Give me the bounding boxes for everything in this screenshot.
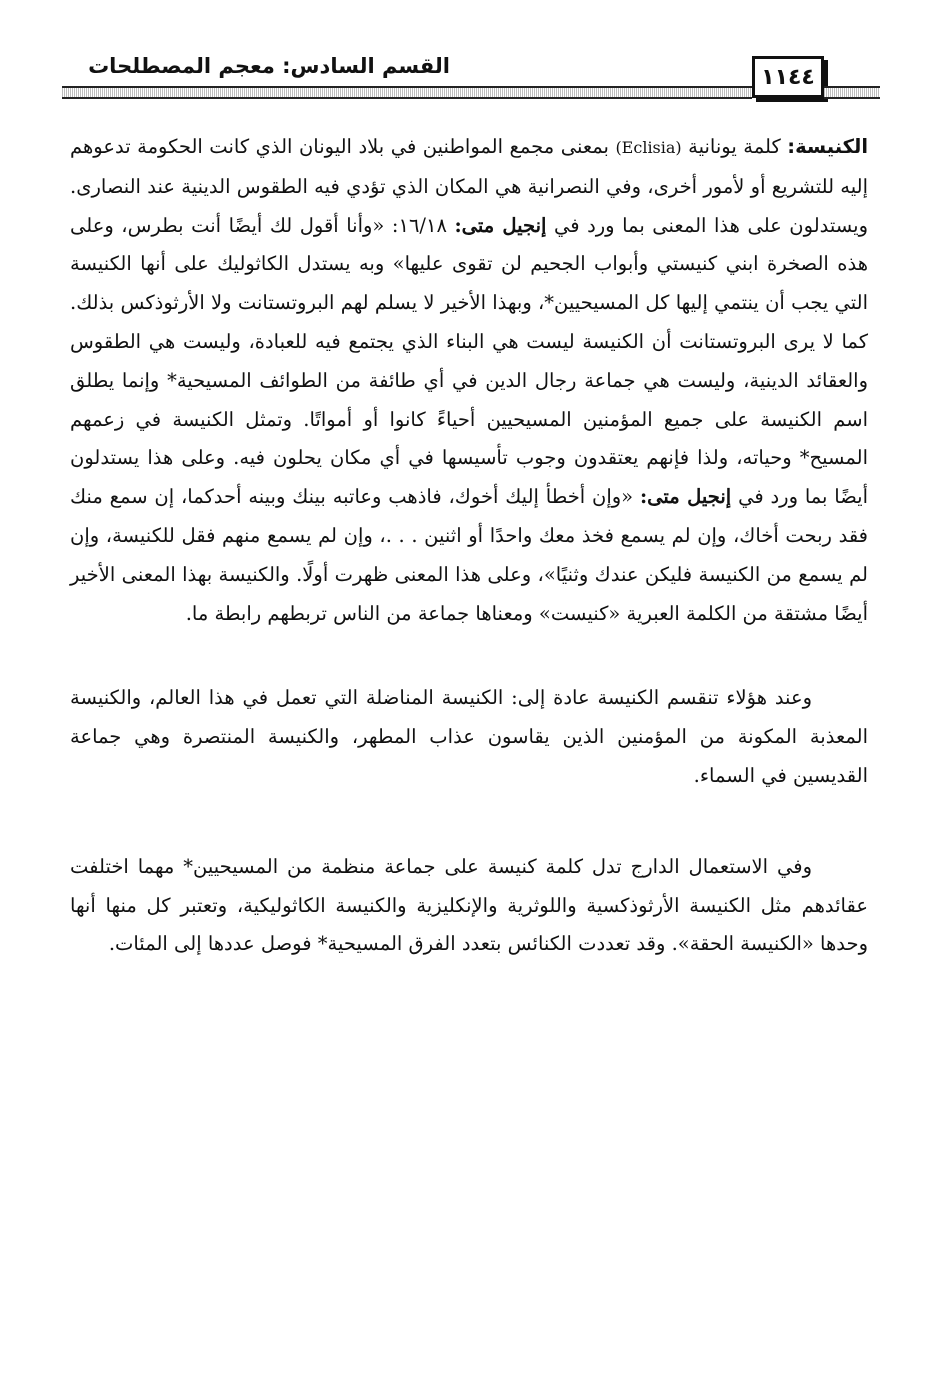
paragraph-church-definition	[70, 128, 868, 633]
paragraph-common-usage: وفي الاستعمال الدارج تدل كلمة كنيسة على جماعة منظمة من المسيحيين* مهما اختلفت عقائدهم مثل الكنيسة الأرثوذكسية واللوثرية والإنكليزية والكنيسة الكاثوليكية، وتعتبر كل منها أنها وحدها «الكنيسة الحقة». وقد تعددت الكنائس بتعدد الفرق المسيحية* فوصل عددها إلى المئات.	[70, 854, 868, 956]
text-run: ١٦/١٨: «وأنا أقول لك أيضًا أنت بطرس، وعلى هذه الصخرة ابني كنيستي وأبواب الجحيم لن تقوى عليها» وبه يستدل الكاثوليك على أنها الكنيسة التي يجب أن ينتمي إليها كل المسيحيين*، وبهذا الأخير لا يسلم لهم البروتستانت ولا الأرثوذكس بذلك. كما لا يرى البروتستانت أن الكنيسة ليست هي البناء الذي يجتمع فيه للعبادة، وليست هي الطقوس والعقائد الدينية، وليست هي جماعة رجال الدين في أي طائفة من الطوائف المسيحية* وإنما يطلق اسم الكنيسة على جميع المؤمنين المسيحيين أحياءً كانوا أو أمواتًا. وتمثل الكنيسة في زعمهم المسيح* وحياته، ولذا فإنهم يعتقدون وجوب تأسيسها في أي مكان يحلون فيه. وعلى هذا يستدلون أيضًا بما ورد في	[70, 213, 869, 509]
text-run: بمعنى مجمع المواطنين في بلاد اليونان الذي كانت الحكومة تدعوهم إليه للتشريع أو لأمور أخرى، وفي النصرانية هي المكان الذي تؤدي فيه الطقوس الدينية عند النصارى. ويستدلون على هذا المعنى بما ورد في	[70, 135, 869, 237]
body-text	[70, 128, 868, 964]
text-run: كلمة يونانية	[681, 135, 788, 158]
page-header	[62, 50, 880, 102]
latin-term: (Eclisia)	[615, 138, 682, 157]
paragraph-church-divisions: وعند هؤلاء تنقسم الكنيسة عادة إلى: الكنيسة المناضلة التي تعمل في هذا العالم، والكنيسة المعذبة المكونة من المؤمنين الذين يقاسون عذاب المطهر، والكنيسة المنتصرة وهي جماعة القديسين في السماء.	[70, 686, 868, 787]
entry-term: الكنيسة:	[787, 135, 868, 158]
header-rule-right	[824, 86, 880, 99]
text-run: «وإن أخطأ إليك أخوك، فاذهب وعاتبه بينك وبينه أحدكما، إن سمع منك فقد ربحت أخاك، وإن لم يسمع فخذ معك واحدًا أو اثنين . . .، وإن لم يسمع منهم فقل للكنيسة، وإن لم يسمع من الكنيسة فليكن عندك وثنيًا»، وعلى هذا المعنى ظهرت أولًا. والكنيسة بهذا المعنى الأخير أيضًا مشتقة من الكلمة العبرية «كنيست» ومعناها جماعة من الناس تربطهم رابطة ما.	[70, 485, 868, 625]
page-number: ١١٤٤	[752, 56, 824, 98]
header-shaded-rule	[62, 86, 752, 99]
gospel-reference: إنجيل متى:	[639, 485, 732, 509]
gospel-reference: إنجيل متى:	[454, 213, 547, 237]
section-title: القسم السادس: معجم المصطلحات	[88, 54, 450, 78]
